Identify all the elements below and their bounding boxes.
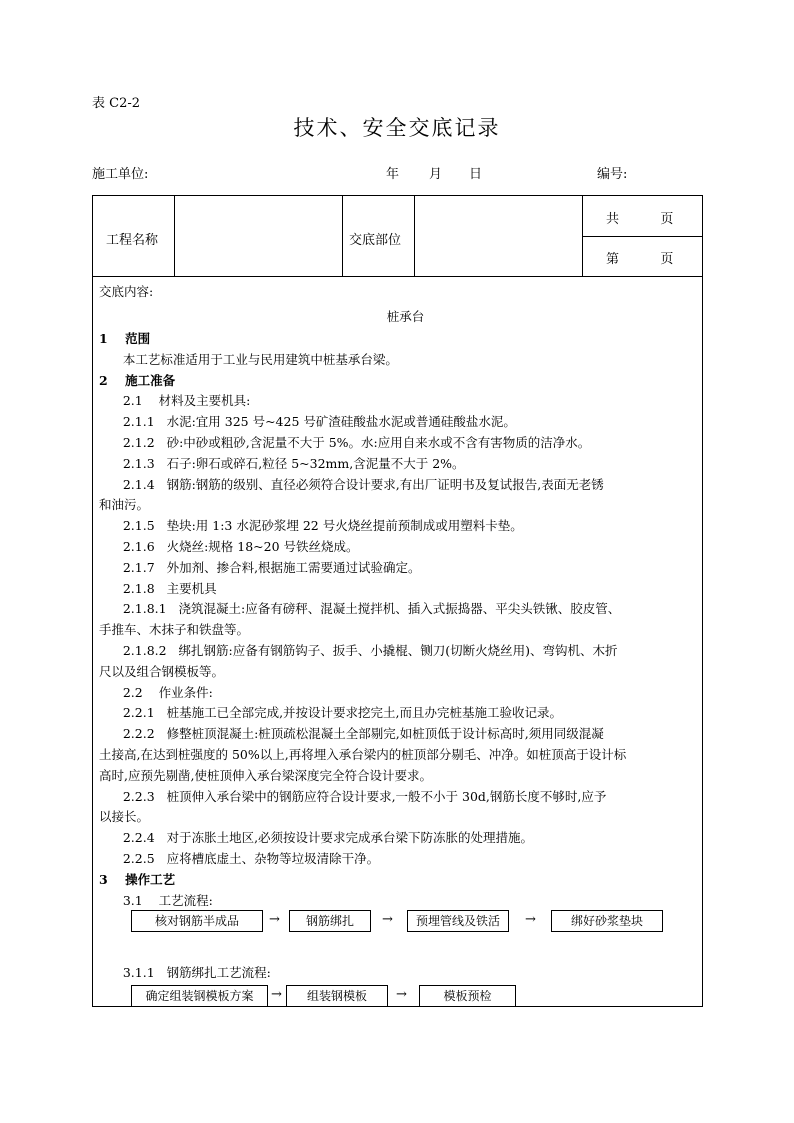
project-name-value[interactable] [175, 196, 342, 276]
flow1-step-3: 预埋管线及铁活 [407, 910, 509, 932]
content-line: 2.1 材料及主要机具: [99, 393, 251, 409]
record-sheet [92, 195, 703, 1007]
content-line: 2.2 作业条件: [99, 684, 213, 700]
content-line: 土接高,在达到桩强度的 50%以上,再将埋入承台梁内的桩顶部分剔毛、冲净。如桩顶高于设计标 [99, 747, 627, 762]
content-line: 3.1 工艺流程: [99, 892, 213, 908]
content-line: 3 操作工艺 [99, 871, 176, 887]
content-line: 2.1.1 水泥:宜用 325 号~425 号矿渣硅酸盐水泥或普通硅酸盐水泥。 [99, 414, 516, 430]
flow2-arrow-2: → [396, 987, 407, 1002]
flow1-arrow-1: → [269, 912, 280, 927]
flow1-step-1: 核对钢筋半成品 [131, 910, 263, 932]
page-number-label: 第 页 [606, 252, 674, 267]
flow1-arrow-2: → [382, 912, 393, 927]
content-line: 2.1.3 石子:卵石或碎石,粒径 5~32mm,含泥量不大于 2%。 [99, 455, 465, 471]
handover-location-value[interactable] [415, 196, 582, 276]
content-line: 2.2.2 修整桩顶混凝土:桩顶疏松混凝土全部剔完,如桩顶低于设计标高时,须用同级混凝 [99, 726, 604, 742]
number-label: 编号: [597, 167, 628, 182]
flow2-step-2: 组装钢模板 [286, 985, 388, 1007]
month-label: 月 [429, 167, 443, 182]
content-line: 2.1.2 砂:中砂或粗砂,含泥量不大于 5%。水:应用自来水或不含有害物质的洁净水。 [99, 435, 591, 450]
rebar-flow-label: 3.1.1 钢筋绑扎工艺流程: [99, 965, 271, 980]
content-line: 尺以及组合钢模板等。 [99, 663, 225, 679]
project-name-label: 工程名称 [106, 233, 159, 248]
year-label: 年 [386, 167, 400, 182]
content-line: 2.1.8.1 浇筑混凝土:应备有磅秤、混凝土搅拌机、插入式振捣器、平尖头铁锹、胶皮管、 [99, 601, 621, 617]
content-line: 手推车、木抹子和铁盘等。 [99, 622, 250, 638]
content-line: 2.1.4 钢筋:钢筋的级别、直径必须符合设计要求,有出厂证明书及复试报告,表面无老锈 [99, 476, 604, 492]
document-title: 技术、安全交底记录 [293, 116, 501, 140]
flow2-step-1: 确定组装钢模板方案 [131, 985, 268, 1007]
content-line: 2.1.6 火烧丝:规格 18~20 号铁丝烧成。 [99, 539, 359, 554]
content-line: 1 范围 [99, 331, 151, 346]
content-line: 2.2.1 桩基施工已全部完成,并按设计要求挖完土,而且办完桩基施工验收记录。 [99, 705, 563, 721]
content-line: 2.1.7 外加剂、掺合料,根据施工需要通过试验确定。 [99, 559, 421, 575]
flow1-arrow-3: → [525, 912, 536, 927]
content-line: 2.2.3 桩顶伸入承台梁中的钢筋应符合设计要求,一般不小于 30d,钢筋长度不够时,应予 [99, 788, 607, 804]
content-label: 交底内容: [99, 284, 154, 299]
day-label: 日 [469, 167, 483, 182]
handover-location-label: 交底部位 [349, 233, 402, 248]
content-line: 高时,应预先剔凿,使桩顶伸入承台梁深度完全符合设计要求。 [99, 767, 432, 783]
content-line: 2.1.8 主要机具 [99, 580, 217, 596]
content-line: 2.1.8.2 绑扎钢筋:应备有钢筋钩子、扳手、小撬棍、铡刀(切断火烧丝用)、弯钩机、木折 [99, 643, 618, 658]
content-line: 以接长。 [99, 809, 150, 825]
content-line: 2.1.5 垫块:用 1:3 水泥砂浆埋 22 号火烧丝提前预制成或用塑料卡垫。 [99, 518, 523, 534]
total-pages-label: 共 页 [606, 212, 674, 227]
content-line: 本工艺标准适用于工业与民用建筑中桩基承台梁。 [99, 351, 398, 367]
flow1-step-2: 钢筋绑扎 [289, 910, 371, 932]
flow2-arrow-1: → [271, 987, 282, 1002]
form-code: 表 C2-2 [92, 96, 141, 111]
content-subject: 桩承台 [386, 309, 425, 324]
content-line: 2 施工准备 [99, 372, 176, 388]
construction-unit-label: 施工单位: [92, 167, 149, 182]
content-line: 2.2.4 对于冻胀土地区,必须按设计要求完成承台梁下防冻胀的处理措施。 [99, 830, 534, 846]
flow2-step-3: 模板预检 [419, 985, 516, 1007]
flow1-step-4: 绑好砂浆垫块 [551, 910, 663, 932]
content-line: 2.2.5 应将槽底虚土、杂物等垃圾清除干净。 [99, 851, 380, 866]
content-line: 和油污。 [99, 497, 150, 513]
